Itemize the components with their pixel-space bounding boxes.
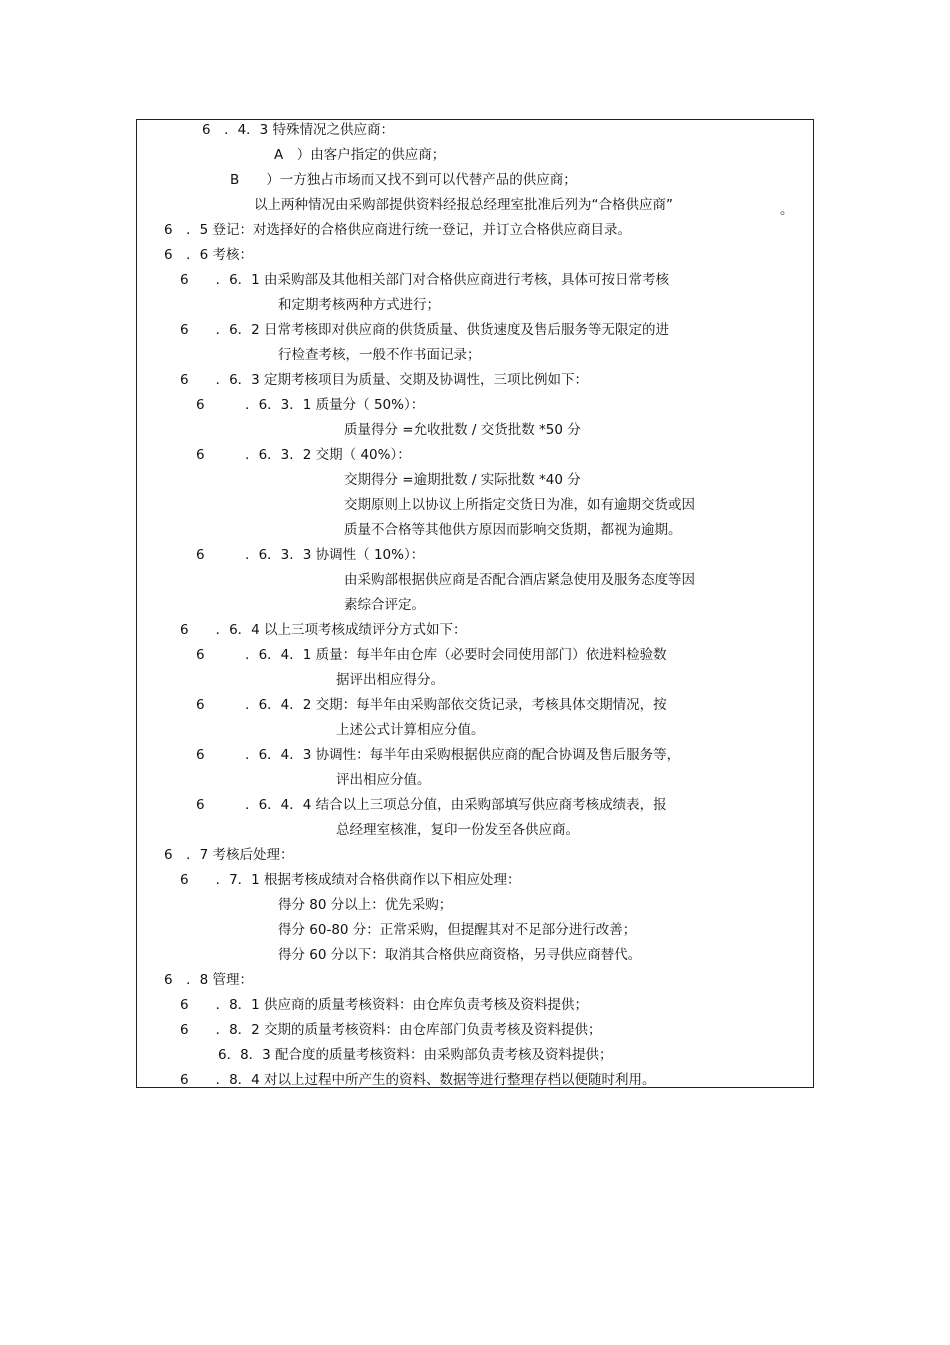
approval-text: 以上两种情况由采购部提供资料经报总经理室批准后列为“合格供应商” bbox=[254, 197, 673, 213]
section-6-6-4-4: 6 ．6．4．4 结合以上三项总分值，由采购部填写供应商考核成绩表，报 bbox=[196, 797, 667, 813]
delivery-rule-line2: 质量不合格等其他供方原因而影响交货期，都视为逾期。 bbox=[344, 522, 682, 538]
delivery-score-formula: 交期得分 =逾期批数 / 实际批数 *40 分 bbox=[344, 472, 581, 488]
section-6-6-2-cont: 行检查考核，一般不作书面记录； bbox=[278, 347, 481, 363]
section-6-6-4-1: 6 ．6．4．1 质量：每半年由仓库（必要时会同使用部门）依进料检验数 bbox=[196, 647, 667, 663]
quality-score-formula: 质量得分 =允收批数 / 交货批数 *50 分 bbox=[344, 422, 581, 438]
score-60-80: 得分 60-80 分：正常采购，但提醒其对不足部分进行改善； bbox=[278, 922, 637, 938]
section-6-6-1: 6 ．6．1 由采购部及其他相关部门对合格供应商进行考核，具体可按日常考核 bbox=[180, 272, 670, 288]
delivery-rule-line1: 交期原则上以协议上所指定交货日为准，如有逾期交货或因 bbox=[344, 497, 695, 513]
section-6-6-4-3: 6 ．6．4．3 协调性：每半年由采购根据供应商的配合协调及售后服务等， bbox=[196, 747, 681, 763]
section-6-6-heading: 6 ．6 考核： bbox=[164, 247, 253, 263]
section-6-8-2: 6 ．8．2 交期的质量考核资料：由仓库部门负责考核及资料提供； bbox=[180, 1022, 602, 1038]
section-6-6-4: 6 ．6．4 以上三项考核成绩评分方式如下： bbox=[180, 622, 467, 638]
item-b-text: B ）一方独占市场而又找不到可以代替产品的供应商； bbox=[230, 172, 577, 188]
section-6-6-4-1-cont: 据评出相应得分。 bbox=[336, 672, 444, 688]
section-6-6-3-1: 6 ．6．3．1 质量分（ 50%）： bbox=[196, 397, 425, 413]
section-6-6-3: 6 ．6．3 定期考核项目为质量、交期及协调性，三项比例如下： bbox=[180, 372, 589, 388]
section-6-8-1: 6 ．8．1 供应商的质量考核资料：由仓库负责考核及资料提供； bbox=[180, 997, 589, 1013]
section-6-8-heading: 6 ．8 管理： bbox=[164, 972, 253, 988]
section-6-6-4-2-cont: 上述公式计算相应分值。 bbox=[336, 722, 485, 738]
section-6-6-4-4-cont: 总经理室核准，复印一份发至各供应商。 bbox=[336, 822, 579, 838]
score-below-60: 得分 60 分以下：取消其合格供应商资格，另寻供应商替代。 bbox=[278, 947, 642, 963]
section-6-8-3: 6．8．3 配合度的质量考核资料：由采购部负责考核及资料提供； bbox=[218, 1047, 613, 1063]
section-6-6-2: 6 ．6．2 日常考核即对供应商的供货质量、供货速度及售后服务等无限定的进 bbox=[180, 322, 670, 338]
stray-period: 。 bbox=[780, 202, 794, 218]
score-above-80: 得分 80 分以上：优先采购； bbox=[278, 897, 453, 913]
section-6-6-4-3-cont: 评出相应分值。 bbox=[336, 772, 431, 788]
section-6-7-heading: 6 ．7 考核后处理： bbox=[164, 847, 294, 863]
section-6-6-1-cont: 和定期考核两种方式进行； bbox=[278, 297, 440, 313]
section-6-7-1: 6 ．7．1 根据考核成绩对合格供商作以下相应处理： bbox=[180, 872, 521, 888]
coordination-rule-line2: 素综合评定。 bbox=[344, 597, 425, 613]
section-6-6-3-2: 6 ．6．3．2 交期（ 40%）： bbox=[196, 447, 411, 463]
section-6-4-3-heading: 6 ．4．3 特殊情况之供应商： bbox=[202, 122, 395, 138]
item-a-text: A ）由客户指定的供应商； bbox=[274, 147, 446, 163]
section-6-8-4: 6 ．8．4 对以上过程中所产生的资料、数据等进行整理存档以便随时利用。 bbox=[180, 1072, 656, 1088]
section-6-6-3-3: 6 ．6．3．3 协调性（ 10%）： bbox=[196, 547, 425, 563]
content-table-border bbox=[136, 119, 814, 1088]
coordination-rule-line1: 由采购部根据供应商是否配合酒店紧急使用及服务态度等因 bbox=[344, 572, 695, 588]
section-6-6-4-2: 6 ．6．4．2 交期：每半年由采购部依交货记录，考核具体交期情况，按 bbox=[196, 697, 667, 713]
section-6-5: 6 ．5 登记：对选择好的合格供应商进行统一登记，并订立合格供应商目录。 bbox=[164, 222, 631, 238]
